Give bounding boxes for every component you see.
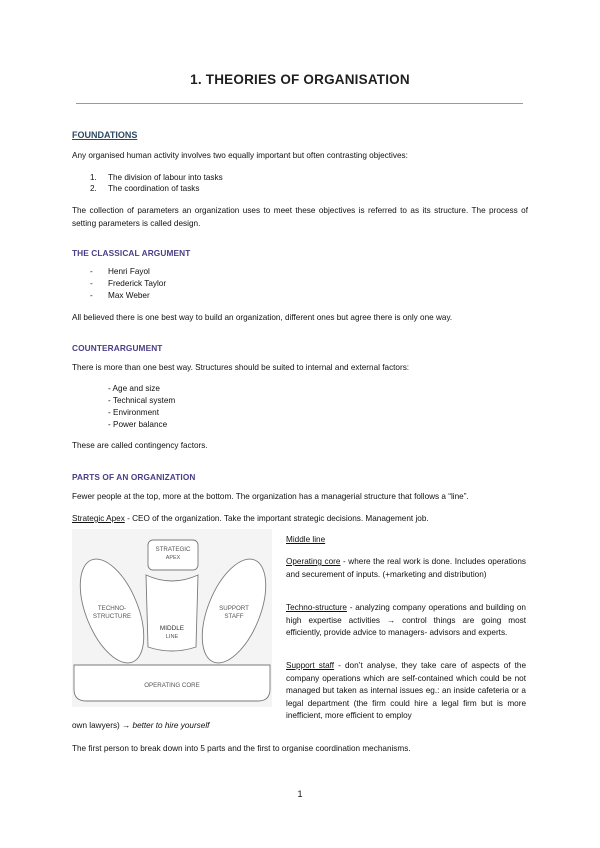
structure-paragraph: The collection of parameters an organization uses to meet these objectives is referred to as its structure. The process of setting parameters is called design. [72,206,528,228]
support-cont-italic: better to hire yourself [132,721,210,730]
operating-core-paragraph [286,556,526,581]
core-label: OPERATING CORE [144,682,200,689]
techno-label-2: STRUCTURE [92,613,132,620]
classical-heading: THE CLASSICAL ARGUMENT [72,248,191,258]
operating-core-term: Operating core [286,557,341,566]
counter-heading: COUNTERARGUMENT [72,343,163,353]
person-name: Max Weber [108,291,150,300]
operating-core-text: - where the real work is done. Includes operations and securement of inputs. (+marketing and distribution) [286,557,526,579]
organization-diagram-svg [72,529,272,707]
objective-text: The coordination of tasks [108,184,200,193]
title-divider [76,103,523,104]
list-marker: 1. [90,173,97,182]
parts-intro: Fewer people at the top, more at the bottom. The organization has a managerial structure that follows a “line”. [72,492,469,501]
list-marker: - [90,291,93,300]
page-number: 1 [297,789,303,799]
factor-item: - Power balance [108,420,168,429]
classical-conclusion: All believed there is one best way to build an organization, different ones but agree there is only one way. [72,313,453,322]
middle-label-1: MIDDLE [159,625,185,632]
techno-label-1: TECHNO- [97,605,127,612]
page-title: 1. THEORIES OF ORGANISATION [190,72,410,87]
support-staff-term: Support staff [286,661,335,670]
factor-item: - Technical system [108,396,176,405]
middle-label-2: LINE [165,634,179,640]
person-name: Henri Fayol [108,267,150,276]
foundations-intro: Any organised human activity involves two equally important but often contrasting objectives: [72,151,408,160]
organization-diagram [72,529,272,707]
support-staff-paragraph [286,660,526,723]
techno-structure-text: - analyzing company operations and building on high expertise activities → control things are going most efficiently, provide advice to managers- advisors and experts. [286,603,526,638]
list-marker: 2. [90,184,97,193]
support-label-2: STAFF [224,613,244,620]
counter-intro: There is more than one best way. Structures should be suited to internal and external factors: [72,363,410,372]
list-marker: - [90,279,93,288]
factor-item: - Age and size [108,384,160,393]
factor-item: - Environment [108,408,159,417]
parts-heading: PARTS OF AN ORGANIZATION [72,472,196,482]
techno-structure-paragraph [286,602,526,640]
support-label-1: SUPPORT [219,605,249,612]
support-staff-text: - don’t analyse, they take care of aspects of the company operations which are self-contained which could be not managed but taken as internal issues eg.: an inside cafeteria or a legal department (the firm could hire a legal firm but is more inefficient, more efficient to employ [286,661,527,721]
support-cont-text: own lawyers) → [72,721,133,730]
list-marker: - [90,267,93,276]
middle-line-label: Middle line [286,535,326,544]
apex-label-1: STRATEGIC [155,546,191,553]
foundations-heading: FOUNDATIONS [72,130,138,140]
strategic-apex-term: Strategic Apex [72,514,125,523]
techno-structure-term: Techno-structure [286,603,347,612]
objective-text: The division of labour into tasks [108,173,223,182]
counter-conclusion: These are called contingency factors. [72,441,208,450]
strategic-apex-line [72,513,542,526]
closing-paragraph: The first person to break down into 5 parts and the first to organise coordination mechanisms. [72,744,411,753]
strategic-apex-text: - CEO of the organization. Take the important strategic decisions. Management job. [124,514,429,523]
apex-label-2: APEX [165,555,181,561]
person-name: Frederick Taylor [108,279,167,288]
support-staff-continuation [72,720,209,733]
